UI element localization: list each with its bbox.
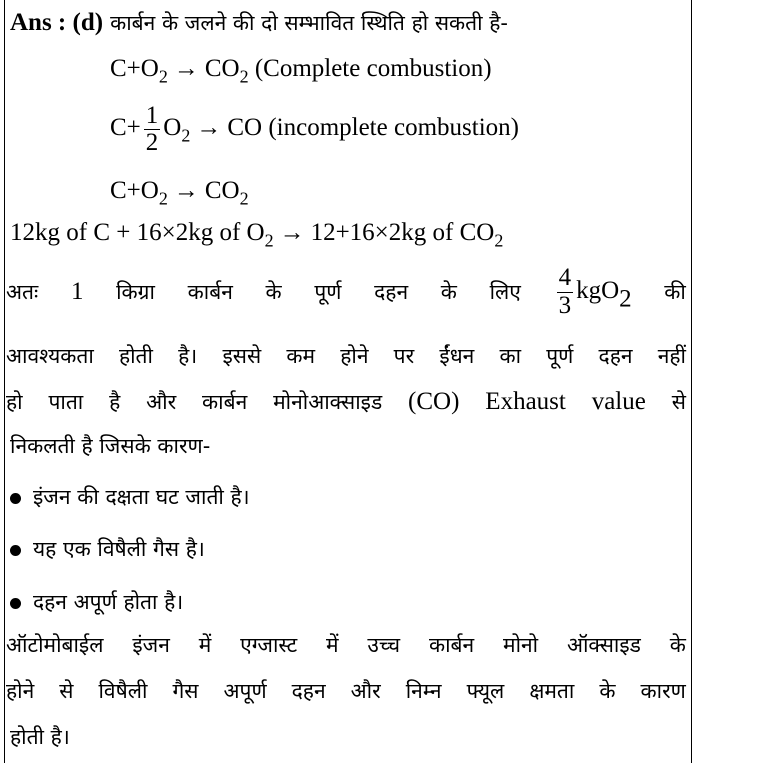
word: कम	[286, 344, 316, 368]
word: किग्रा	[116, 280, 155, 304]
eq4-lhs-subscript: 2	[264, 230, 274, 251]
word: कार्बन	[428, 633, 475, 657]
unit-text: kgO	[576, 277, 620, 304]
word: से	[59, 679, 74, 703]
para1-line2	[6, 343, 686, 369]
word: अतः	[6, 280, 39, 304]
fraction-half	[144, 103, 161, 157]
eq2-oxygen: O	[163, 114, 182, 141]
word: और	[146, 390, 177, 414]
word: है	[109, 390, 121, 414]
word: पर	[393, 344, 415, 368]
word: होने	[6, 679, 35, 703]
word: में	[198, 633, 212, 657]
eq1-lhs: C+O	[110, 55, 159, 82]
bullet-item	[10, 484, 250, 510]
para1-line1	[6, 262, 686, 322]
para2-line3: होती है।	[10, 725, 70, 749]
bullet-text: इंजन की दक्षता घट जाती है।	[33, 485, 250, 509]
answer-intro: कार्बन के जलने की दो सम्भावित स्थिति हो सकती है-	[110, 11, 508, 35]
word: से	[671, 390, 686, 414]
fraction-numerator: 4	[558, 264, 572, 292]
fraction-numerator: 1	[145, 101, 159, 129]
equation-combustion	[110, 177, 249, 209]
bullet-icon	[10, 493, 21, 504]
word: होती	[118, 344, 153, 368]
bullet-item	[10, 536, 205, 562]
right-arrow-icon: →	[173, 177, 199, 204]
word: के	[265, 280, 282, 304]
bullet-icon	[10, 598, 21, 609]
word: लिए	[489, 280, 521, 304]
word: पूर्ण	[546, 344, 574, 368]
word: पाता	[48, 390, 84, 414]
para2-line1	[6, 632, 686, 658]
word: दहन	[598, 344, 633, 368]
eq3-rhs: CO	[204, 177, 240, 204]
equation-mass-balance	[10, 219, 504, 251]
word: (CO)	[408, 388, 460, 415]
right-arrow-icon: →	[196, 114, 222, 141]
word: नहीं	[657, 344, 686, 368]
word: ऑक्साइड	[566, 633, 641, 657]
word: होने	[340, 344, 369, 368]
bullet-icon	[10, 545, 21, 556]
word: दहन	[291, 679, 326, 703]
answer-line	[10, 10, 508, 37]
eq1-rhs: CO	[204, 55, 240, 82]
equation-incomplete-combustion	[110, 98, 519, 158]
word: के	[599, 679, 616, 703]
word: एग्जास्ट	[240, 633, 298, 657]
equation-complete-combustion	[110, 55, 492, 87]
word: गैस	[172, 679, 199, 703]
word: 1	[70, 278, 84, 305]
word: है।	[178, 344, 198, 368]
eq3-rhs-subscript: 2	[239, 188, 249, 209]
word: कारण	[640, 679, 686, 703]
word: के	[669, 633, 686, 657]
word: पूर्ण	[314, 280, 342, 304]
right-arrow-icon: →	[279, 219, 305, 246]
fraction-denominator: 3	[558, 291, 572, 319]
eq2-lhs: C+	[110, 114, 141, 141]
para2-line2	[6, 678, 686, 704]
eq1-note: (Complete combustion)	[254, 55, 492, 82]
word: में	[325, 633, 339, 657]
word: क्षमता	[529, 679, 575, 703]
eq4-lhs: 12kg of C + 16×2kg of O	[10, 219, 265, 246]
word: और	[350, 679, 381, 703]
word: दहन	[374, 280, 409, 304]
unit-subscript: 2	[619, 285, 632, 313]
bullet-text: यह एक विषैली गैस है।	[33, 537, 205, 561]
word: का	[499, 344, 522, 368]
word: इससे	[222, 344, 262, 368]
oxygen-quantity	[554, 265, 632, 319]
word: मोनो	[503, 633, 539, 657]
word: value	[591, 388, 646, 415]
word: इंजन	[132, 633, 170, 657]
word: उच्च	[367, 633, 401, 657]
eq3-lhs-subscript: 2	[158, 188, 168, 209]
eq2-oxygen-subscript: 2	[181, 125, 191, 146]
word: के	[440, 280, 457, 304]
fraction-denominator: 2	[145, 128, 159, 156]
para1-line4: निकलती है जिसके कारण-	[10, 434, 211, 458]
word: हो	[6, 390, 23, 414]
word: मोनोआक्साइड	[273, 390, 383, 414]
word: ईंधन	[439, 344, 475, 368]
word: कार्बन	[202, 390, 248, 414]
word: आवश्यकता	[6, 344, 94, 368]
word: फ्यूल	[466, 679, 505, 703]
para1-line3	[6, 389, 686, 415]
eq2-rhs: CO	[227, 114, 263, 141]
word: कार्बन	[187, 280, 233, 304]
word: निम्न	[405, 679, 442, 703]
bullet-item	[10, 589, 183, 615]
fraction-four-thirds	[557, 265, 574, 319]
word: ऑटोमोबाईल	[6, 633, 104, 657]
word: की	[664, 280, 686, 304]
word: अपूर्ण	[223, 679, 267, 703]
eq1-rhs-subscript: 2	[239, 66, 249, 87]
word: विषैली	[98, 679, 148, 703]
right-arrow-icon: →	[173, 55, 199, 82]
bullet-text: दहन अपूर्ण होता है।	[33, 590, 184, 614]
eq2-note: (incomplete combustion)	[268, 114, 519, 141]
answer-label: Ans : (d)	[10, 9, 104, 36]
eq3-lhs: C+O	[110, 177, 159, 204]
eq4-rhs: 12+16×2kg of CO	[310, 219, 495, 246]
eq1-lhs-subscript: 2	[158, 66, 168, 87]
word: Exhaust	[485, 388, 566, 415]
eq4-rhs-subscript: 2	[494, 230, 504, 251]
